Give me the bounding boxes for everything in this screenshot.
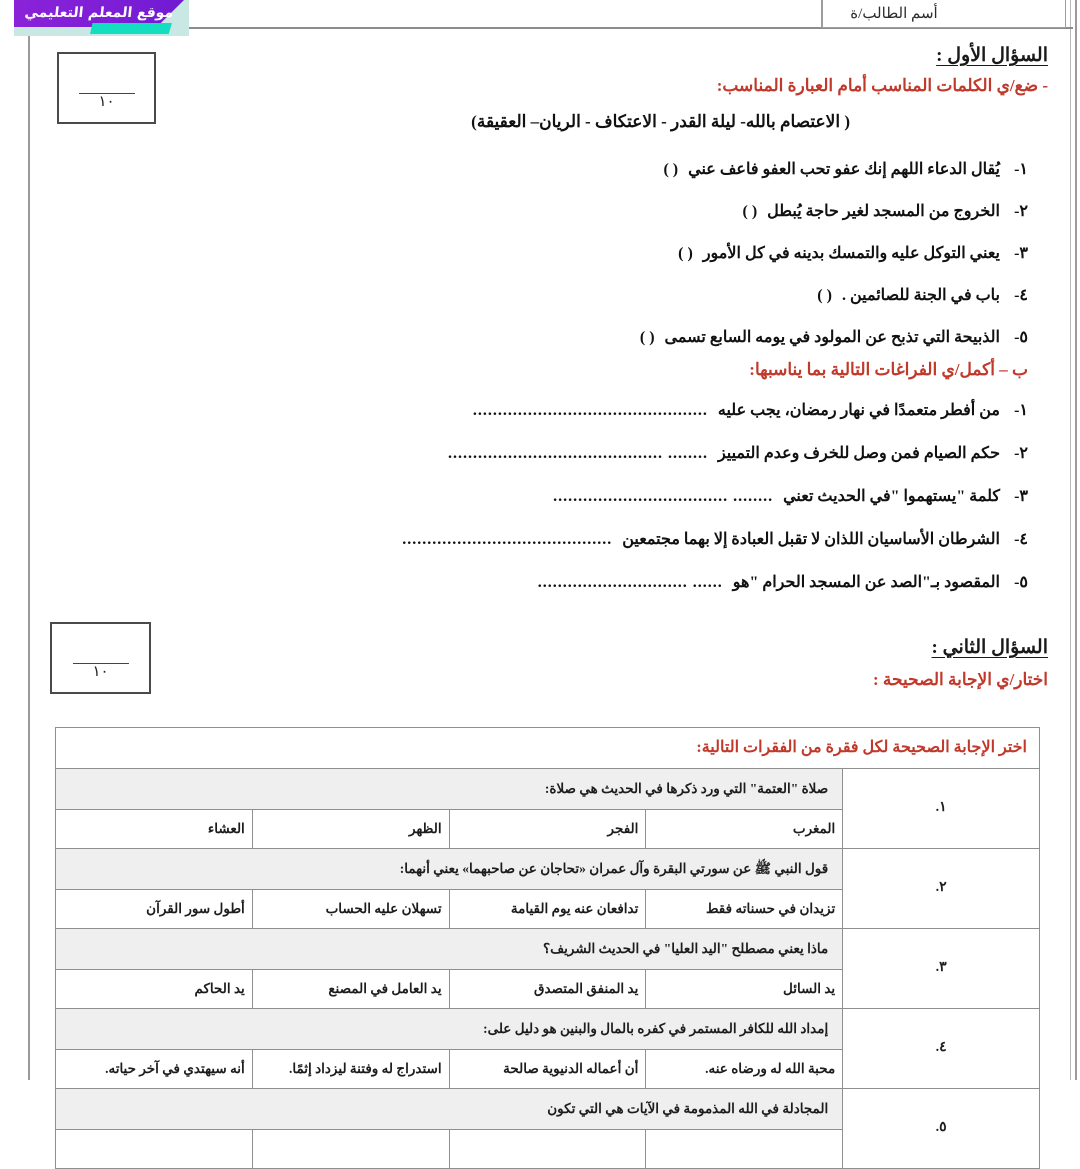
list-item: [538, 572, 1028, 592]
question-one-word-bank: ( الاعتصام بالله- ليلة القدر - الاعتكاف - الريان– العقيقة): [471, 112, 850, 131]
score-fraction: [79, 79, 135, 109]
row-number: ٣.: [843, 929, 1040, 1009]
option-cell[interactable]: يد الحاكم: [56, 970, 253, 1009]
answer-blank-dots[interactable]: ..........................................: [402, 531, 613, 548]
answer-blank-dots[interactable]: ........ ...................................: [553, 488, 774, 505]
list-item: [640, 327, 1028, 347]
score-fraction: [73, 649, 129, 679]
score-numerator[interactable]: [82, 79, 132, 92]
list-item: [663, 159, 1028, 179]
question-one-title: السؤال الأول :: [936, 45, 1048, 66]
item-index: ٥-: [1014, 329, 1028, 346]
table-row: [56, 1009, 1040, 1050]
answer-blank[interactable]: ( ): [817, 287, 832, 304]
item-text: باب في الجنة للصائمين .: [841, 287, 1000, 304]
answer-blank[interactable]: ( ): [663, 161, 679, 178]
item-text: يُقال الدعاء اللهم إنك عفو تحب العفو فاعف عني: [688, 161, 1000, 178]
option-cell[interactable]: أن أعماله الدنيوية صالحة: [449, 1050, 646, 1089]
item-text: يعني التوكل عليه والتمسك بدينه في كل الأمور: [702, 245, 1000, 262]
answer-blank-dots[interactable]: ........ ...........................................: [447, 445, 708, 462]
answer-blank-dots[interactable]: ...............................................: [472, 402, 708, 419]
score-box-question-one[interactable]: [57, 52, 156, 124]
list-item: [402, 529, 1028, 549]
item-index: ٢-: [1014, 203, 1028, 220]
item-index: ٣-: [1014, 488, 1028, 505]
score-denominator: ١٠: [92, 664, 109, 680]
item-text: المقصود بـ"الصد عن المسجد الحرام "هو: [732, 574, 1000, 591]
question-stem: المجادلة في الله المذمومة في الآيات هي التي تكون: [56, 1089, 843, 1130]
option-cell[interactable]: [646, 1130, 843, 1169]
table-row: [56, 1089, 1040, 1130]
list-item: [448, 443, 1028, 463]
question-one-section-b-instruction: ب – أكمل/ي الفراغات التالية بما يناسبها:: [749, 360, 1028, 379]
score-box-question-two[interactable]: [50, 622, 151, 694]
list-item: [473, 400, 1028, 420]
question-stem: صلاة "العتمة" التي ورد ذكرها في الحديث هي صلاة:: [56, 769, 843, 810]
table-row: [56, 849, 1040, 890]
item-text: كلمة "يستهموا "في الحديث تعني: [783, 488, 1000, 505]
answer-blank-dots[interactable]: ...... ..............................: [537, 574, 723, 591]
option-cell[interactable]: يد السائل: [646, 970, 843, 1009]
table-header-row: [56, 728, 1040, 769]
logo-text: موقع المعلم التعليمي: [23, 5, 175, 21]
score-numerator[interactable]: [76, 649, 126, 662]
option-cell[interactable]: تدافعان عنه يوم القيامة: [449, 890, 646, 929]
item-text: الخروج من المسجد لغير حاجة يُبطل: [767, 203, 1000, 220]
option-cell[interactable]: [449, 1130, 646, 1169]
option-cell[interactable]: الظهر: [252, 810, 449, 849]
question-two-instruction: اختار/ي الإجابة الصحيحة :: [873, 670, 1048, 689]
list-item: [742, 201, 1028, 221]
option-cell[interactable]: [56, 1130, 253, 1169]
table-row: [56, 769, 1040, 810]
answer-blank[interactable]: ( ): [678, 245, 693, 262]
item-text: من أفطر متعمدًا في نهار رمضان، يجب عليه: [717, 402, 1000, 419]
option-cell[interactable]: يد المنفق المتصدق: [449, 970, 646, 1009]
mcq-table: [55, 727, 1040, 1169]
site-watermark-logo: [14, 0, 189, 36]
student-info-table: [821, 0, 1066, 28]
page-border-left: [28, 28, 30, 1080]
option-cell[interactable]: العشاء: [56, 810, 253, 849]
option-cell[interactable]: يد العامل في المصنع: [252, 970, 449, 1009]
option-cell[interactable]: المغرب: [646, 810, 843, 849]
option-cell[interactable]: تسهلان عليه الحساب: [252, 890, 449, 929]
item-text: الذبيحة التي تذبح عن المولود في يومه السابع تسمى: [664, 329, 1000, 346]
page-border-right: [1075, 0, 1077, 1080]
item-index: ٤-: [1014, 531, 1028, 548]
item-index: ١-: [1014, 402, 1028, 419]
answer-blank[interactable]: ( ): [742, 203, 758, 220]
list-item: [553, 486, 1028, 506]
answer-blank[interactable]: ( ): [639, 329, 655, 346]
option-cell[interactable]: محبة الله له ورضاه عنه.: [646, 1050, 843, 1089]
table-row: [56, 929, 1040, 970]
option-cell[interactable]: الفجر: [449, 810, 646, 849]
mcq-table-header: اختر الإجابة الصحيحة لكل فقرة من الفقرات التالية:: [56, 728, 1040, 769]
option-cell[interactable]: [252, 1130, 449, 1169]
row-number: ٤.: [843, 1009, 1040, 1089]
item-index: ٣-: [1014, 245, 1028, 262]
score-denominator: ١٠: [98, 94, 115, 110]
logo-teal-accent: [90, 23, 172, 34]
item-text: حكم الصيام فمن وصل للخرف وعدم التمييز: [717, 445, 1000, 462]
student-name-label: أسم الطالب/ة: [822, 0, 965, 27]
item-index: ٤-: [1014, 287, 1028, 304]
option-cell[interactable]: أطول سور القرآن: [56, 890, 253, 929]
list-item: [817, 285, 1028, 305]
item-index: ١-: [1014, 161, 1028, 178]
option-cell[interactable]: استدراج له وفتنة ليزداد إثمًا.: [252, 1050, 449, 1089]
question-stem: إمداد الله للكافر المستمر في كفره بالمال والبنين هو دليل على:: [56, 1009, 843, 1050]
item-index: ٥-: [1014, 574, 1028, 591]
question-stem: قول النبي ﷺ عن سورتي البقرة وآل عمران «تحاجان عن صاحبهما» يعني أنهما:: [56, 849, 843, 890]
list-item: [678, 243, 1028, 263]
row-number: ٢.: [843, 849, 1040, 929]
option-cell[interactable]: أنه سيهتدي في آخر حياته.: [56, 1050, 253, 1089]
page-border-right-outer: [1070, 0, 1071, 1080]
question-stem: ماذا يعني مصطلح "اليد العليا" في الحديث الشريف؟: [56, 929, 843, 970]
option-cell[interactable]: تزيدان في حسناته فقط: [646, 890, 843, 929]
item-text: الشرطان الأساسيان اللذان لا تقبل العبادة إلا بهما مجتمعين: [622, 531, 1000, 548]
student-name-value-cell[interactable]: [965, 0, 1065, 27]
row-number: ٥.: [843, 1089, 1040, 1169]
question-one-instruction: - ضع/ي الكلمات المناسب أمام العبارة المناسب:: [716, 76, 1048, 95]
question-two-title: السؤال الثاني :: [931, 637, 1048, 658]
item-index: ٢-: [1014, 445, 1028, 462]
row-number: ١.: [843, 769, 1040, 849]
